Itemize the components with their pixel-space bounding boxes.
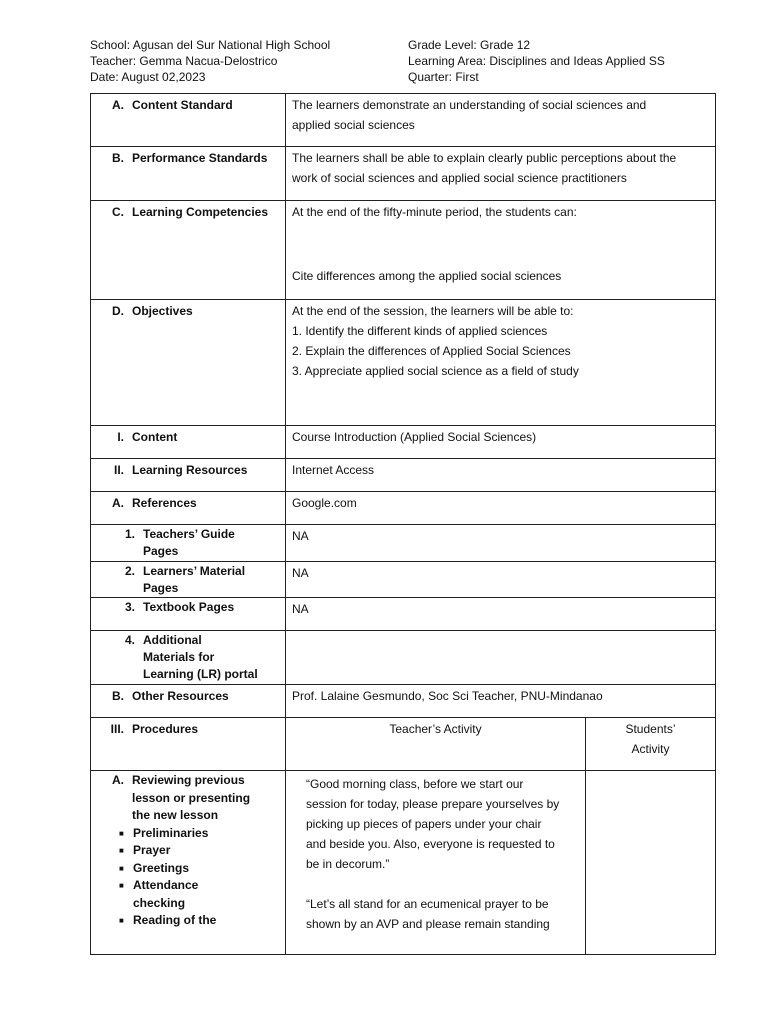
row-learners-material (91, 562, 716, 598)
teacher-name: Teacher: Gemma Nacua-Delostrico (90, 54, 278, 68)
textbook-pages-label: 3. Textbook Pages (91, 598, 286, 631)
teacher-activity-text: “Good morning class, before we start our session for today, please prepare yourselves by picking up pieces of papers under your chair and beside you. Also, everyone is requested to be in decorum.” “Let’s all stand for an ecumenical prayer to be shown by an AVP and please remain standing (286, 771, 586, 955)
row-additional-materials (91, 631, 716, 685)
performance-standards-label: B. Performance Standards (91, 147, 286, 201)
content-label: I. Content (91, 426, 286, 459)
bullet-square-icon: ■ (119, 828, 124, 838)
school-name: School: Agusan del Sur National High School (90, 38, 331, 52)
header-right (408, 37, 665, 85)
lesson-date: Date: August 02,2023 (90, 70, 206, 84)
objective-item: 1. Identify the different kinds of applied sciences (292, 324, 548, 338)
learning-resources-value: Internet Access (286, 459, 716, 492)
header-left (90, 37, 330, 85)
additional-materials-value (286, 631, 716, 685)
teacher-activity-header: Teacher’s Activity (286, 718, 586, 771)
list-item: ■ Preliminaries (119, 825, 281, 843)
row-teachers-guide (91, 525, 716, 562)
learners-material-value: NA (286, 562, 716, 598)
list-item: ■ Prayer (119, 842, 281, 860)
lesson-plan-table (90, 93, 716, 955)
performance-standards-value: The learners shall be able to explain clearly public perceptions about the work of social sciences and applied social science practitioners (286, 147, 716, 201)
row-procedures (91, 718, 716, 771)
teachers-guide-value: NA (286, 525, 716, 562)
row-content (91, 426, 716, 459)
objectives-value: At the end of the session, the learners will be able to: 1. Identify the different kinds of applied sciences 2. Explain the differences of Applied Social Sciences 3. Appreciate applied social science as a field of study (286, 300, 716, 426)
row-learning-resources (91, 459, 716, 492)
row-other-resources (91, 685, 716, 718)
row-reviewing (91, 771, 716, 955)
other-resources-value: Prof. Lalaine Gesmundo, Soc Sci Teacher, PNU-Mindanao (286, 685, 716, 718)
competency-item: Cite differences among the applied social sciences (292, 269, 562, 283)
textbook-pages-value: NA (286, 598, 716, 631)
row-objectives (91, 300, 716, 426)
procedures-label: III. Procedures (91, 718, 286, 771)
bullet-square-icon: ■ (119, 846, 124, 855)
list-item: ■ Reading of the (119, 912, 281, 930)
list-item: ■ Attendance checking (119, 877, 281, 912)
students-activity-header: Students’ Activity (586, 718, 716, 771)
learning-area: Learning Area: Disciplines and Ideas Applied SS (408, 54, 665, 68)
row-content-standard (91, 94, 716, 147)
learning-competencies-value: At the end of the fifty-minute period, the students can: Cite differences among the applied social sciences (286, 201, 716, 300)
bullet-square-icon: ■ (119, 916, 124, 925)
content-standard-value: The learners demonstrate an understanding of social sciences and applied social sciences (286, 94, 716, 147)
other-resources-label: B. Other Resources (91, 685, 286, 718)
preliminaries-list (97, 825, 281, 930)
additional-materials-label: 4. Additional Materials for Learning (LR) portal (91, 631, 286, 685)
students-activity-cell (586, 771, 716, 955)
content-value: Course Introduction (Applied Social Sciences) (286, 426, 716, 459)
teachers-guide-label: 1. Teachers’ Guide Pages (91, 525, 286, 562)
row-performance-standards (91, 147, 716, 201)
row-textbook-pages (91, 598, 716, 631)
references-label: A. References (91, 492, 286, 525)
content-standard-label: A. Content Standard (91, 94, 286, 147)
objective-item: 3. Appreciate applied social science as a field of study (292, 364, 579, 378)
learning-competencies-label: C. Learning Competencies (91, 201, 286, 300)
learners-material-label: 2. Learners’ Material Pages (91, 562, 286, 598)
reviewing-label: A. Reviewing previous lesson or presenting the new lesson ■ Preliminaries ■ Prayer ■ Greetings ■ Attendance checking ■ Reading of the (91, 771, 286, 955)
quarter: Quarter: First (408, 70, 479, 84)
objectives-label: D. Objectives (91, 300, 286, 426)
bullet-square-icon: ■ (119, 863, 124, 873)
list-item: ■ Greetings (119, 860, 281, 878)
row-learning-competencies (91, 201, 716, 300)
objective-item: 2. Explain the differences of Applied Social Sciences (292, 344, 571, 358)
references-value: Google.com (286, 492, 716, 525)
bullet-square-icon: ■ (119, 881, 124, 890)
grade-level: Grade Level: Grade 12 (408, 38, 531, 52)
learning-resources-label: II. Learning Resources (91, 459, 286, 492)
row-references (91, 492, 716, 525)
